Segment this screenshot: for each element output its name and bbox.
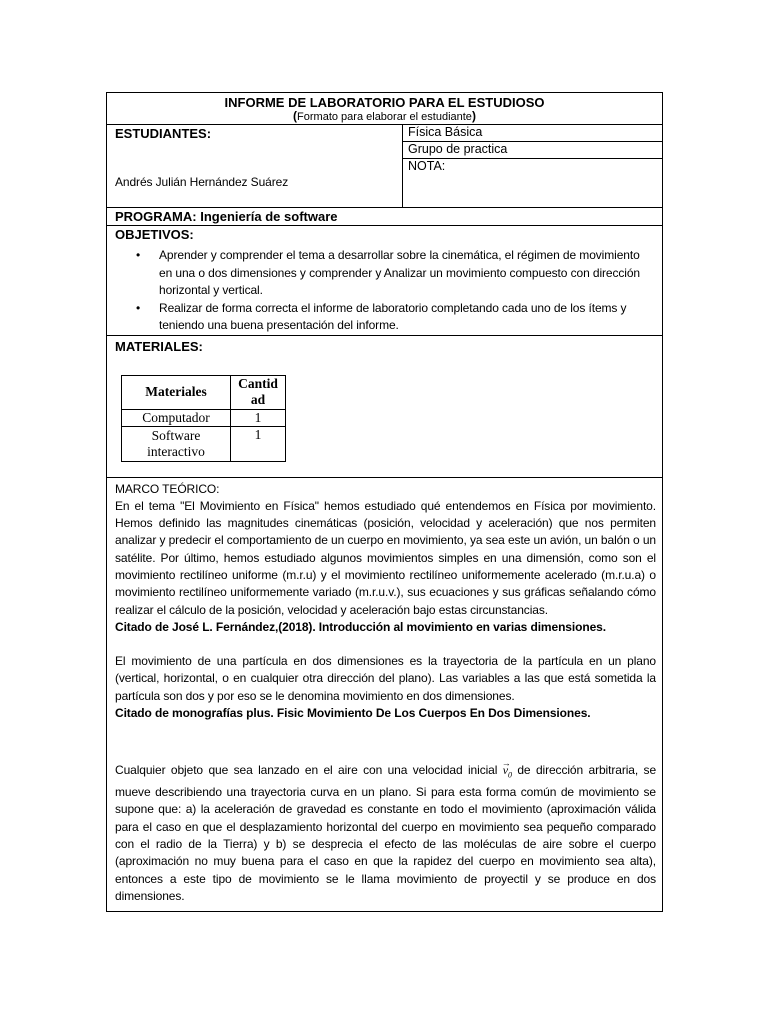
objective-item: • Realizar de forma correcta el informe de laboratorio completando cada uno de los ítems y teniendo una buena presentación del informe. — [159, 300, 656, 335]
report-table — [106, 92, 663, 912]
material-name: Computador — [122, 409, 231, 426]
citation: Citado de monografías plus. Fisic Movimiento De Los Cuerpos En Dos Dimensiones. — [115, 706, 591, 721]
marco-teorico-cell — [107, 477, 663, 912]
materials-table — [121, 375, 286, 462]
course-name: Física Básica — [403, 125, 663, 142]
marco-label: MARCO TEÓRICO: — [115, 481, 220, 496]
objectives-label: OBJETIVOS: — [115, 227, 194, 242]
objectives-list — [107, 247, 662, 335]
students-cell — [107, 125, 403, 208]
student-name: Andrés Julián Hernández Suárez — [115, 175, 289, 189]
objective-item: • Aprender y comprender el tema a desarrollar sobre la cinemática, el régimen de movimiento en una o dos dimensiones y comprender y Analizar un movimiento compuesto con dirección horizontal y vertical. — [159, 247, 656, 300]
program-label: PROGRAMA: Ingeniería de software — [107, 208, 663, 226]
velocity-vector-symbol: → $v_0$ — [503, 763, 512, 777]
materials-cell — [107, 335, 663, 477]
quantity-header: Cantid ad — [231, 375, 286, 409]
marco-paragraph: Cualquier objeto que sea lanzado en el aire con una velocidad inicial → $v_0$ de dirección arbitraria, se mueve describiendo una trayectoria curva en un plano. Si para esta forma común de movimiento se supone que: a) la aceleración de gravedad es constante en todo el movimiento (aproximación válida para el caso en que el desplazamiento horizontal del cuerpo en movimiento sea pequeño comparado con el radio de la Tierra) y b) se desprecia el efecto de las moléculas de aire sobre el cuerpo (aproximación no muy buena para el caso en que la rapidez del cuerpo en movimiento sea alta), entonces a este tipo de movimiento se le llama movimiento de proyectil y se produce en dos dimensiones. — [115, 762, 656, 905]
material-quantity: 1 — [231, 409, 286, 426]
objectives-cell — [107, 226, 663, 336]
materials-label: MATERIALES: — [115, 338, 203, 354]
practice-group: Grupo de practica — [403, 142, 663, 159]
report-subtitle: (Formato para elaborar el estudiante) — [293, 109, 476, 123]
material-quantity: 1 — [231, 426, 286, 461]
lab-report-form — [106, 92, 662, 912]
material-name: Software interactivo — [122, 426, 231, 461]
marco-paragraph: En el tema "El Movimiento en Física" hemos estudiado qué entendemos en Física por movimiento. Hemos definido las magnitudes cinemáticas (posición, velocidad y aceleración) que nos permiten analizar y predecir el comportamiento de un cuerpo en movimiento, ya sea este un avión, un balón o un satélite. Por último, hemos estudiado algunos movimientos simples en una dimensión, como son el movimiento rectilíneo uniforme (m.r.u) y el movimiento rectilíneo uniformemente acelerado (m.r.u.a) o movimiento rectilíneo uniformemente variado (m.r.u.v.), sus ecuaciones y sus gráficas señalando cómo realizar el cálculo de la posición, velocidad y aceleración bajo estas circunstancias. — [115, 498, 656, 617]
report-title: INFORME DE LABORATORIO PARA EL ESTUDIOSO — [224, 95, 545, 110]
grade-field: NOTA: — [403, 159, 663, 208]
marco-paragraph: El movimiento de una partícula en dos dimensiones es la trayectoria de la partícula en un plano (vertical, horizontal, o en cualquier otra dirección del plano). Las variables a las que está sometida la partícula son dos y por eso se le denomina movimiento en dos dimensiones. — [115, 654, 656, 703]
students-label: ESTUDIANTES: — [115, 126, 212, 141]
citation: Citado de José L. Fernández,(2018). Introducción al movimiento en varias dimensiones. — [115, 619, 606, 634]
header-cell — [107, 93, 663, 125]
materials-header: Materiales — [122, 375, 231, 409]
